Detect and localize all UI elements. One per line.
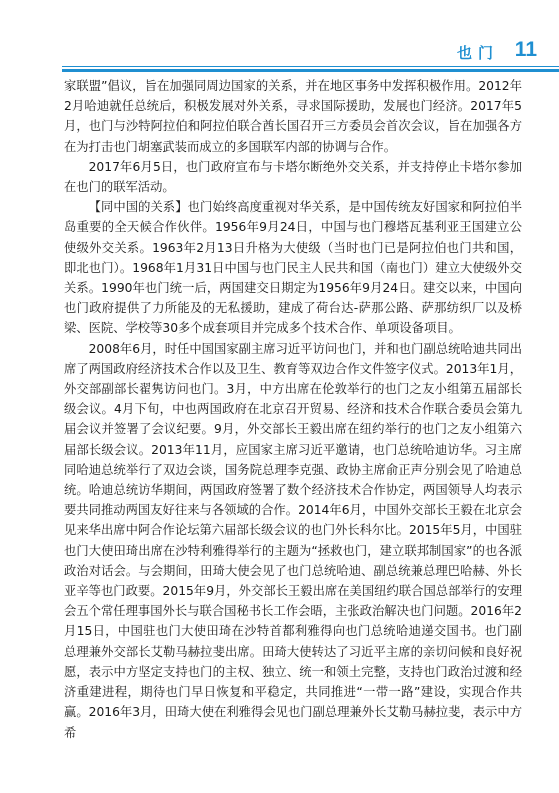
paragraph: 【同中国的关系】也门始终高度重视对华关系，是中国传统友好国家和阿拉伯半岛重要的全天候合作伙伴。1956年9月24日，中国与也门穆塔瓦基利亚王国建立公使级外交关系。1963年2月13日升格为大使级（当时也门已是阿拉伯也门共和国，即北也门）。1968年1月31日中国与也门民主人民共和国（南也门）建立大使级外交关系。1990年也门统一后，两国建交日期定为1956年9月24日。建交以来，中国向也门政府提供了力所能及的无私援助，建成了荷台达-萨那公路、萨那纺织厂以及桥梁、医院、学校等30多个成套项目并完成多个技术合作、单项设备项目。 — [64, 200, 522, 336]
header-rule — [62, 66, 559, 72]
header-rule-thin — [62, 66, 559, 67]
body-text — [64, 76, 522, 743]
paragraph: 2008年6月，时任中国国家副主席习近平访问也门，并和也门副总统哈迪共同出席了两国政府经济技术合作以及卫生、教育等双边合作文件签字仪式。2013年1月，外交部副部长翟隽访问也门。3月，中方出席在伦敦举行的也门之友小组第五届部长级会议。4月下旬，中也两国政府在北京召开贸易、经济和技术合作联合委员会第九届会议并签署了会议纪要。9月，外交部长王毅出席在纽约举行的也门之友小组第六届部长级会议。2013年11月，应国家主席习近平邀请，也门总统哈迪访华。习主席同哈迪总统举行了双边会谈，国务院总理李克强、政协主席俞正声分别会见了哈迪总统。哈迪总统访华期间，两国政府签署了数个经济技术合作协定，两国领导人均表示要共同推动两国友好往来与各领域的合作。2014年6月，中国外交部长王毅在北京会见来华出席中阿合作论坛第六届部长级会议的也门外长科尔比。2015年5月，中国驻也门大使田琦出席在沙特利雅得举行的主题为“拯救也门，建立联邦制国家”的也各派政治对话会。与会期间，田琦大使会见了也门总统哈迪、副总统兼总理巴哈赫、外长亚辛等也门政要。2015年9月，外交部长王毅出席在美国纽约联合国总部举行的安理会五个常任理事国外长与联合国秘书长工作会晤，主张政治解决也门问题。2016年2月15日，中国驻也门大使田琦在沙特首都利雅得向也门总统哈迪递交国书。也门副总理兼外交部长艾勒马赫拉斐出席。田琦大使转达了习近平主席的亲切问候和良好祝愿，表示中方坚定支持也门的主权、独立、统一和领土完整，支持也门政治过渡和经济重建进程，期待也门早日恢复和平稳定，共同推进“一带一路”建设，实现合作共赢。2016年3月，田琦大使在利雅得会见也门副总理兼外长艾勒马赫拉斐，表示中方希 — [64, 341, 522, 740]
page-number: 11 — [514, 38, 537, 61]
paragraph: 家联盟”倡议，旨在加强同周边国家的关系，并在地区事务中发挥积极作用。2012年2月哈迪就任总统后，积极发展对外关系，寻求国际援助，发展也门经济。2017年5月，也门与沙特阿拉伯和阿拉伯联合酋长国召开三方委员会首次会议，旨在加强各方在为打击也门胡塞武装而成立的多国联军内部的协调与合作。 — [64, 79, 522, 154]
paragraph: 2017年6月5日，也门政府宣布与卡塔尔断绝外交关系，并支持停止卡塔尔参加在也门的联军活动。 — [64, 159, 522, 195]
section-title: 也门 — [456, 44, 499, 62]
header-rule-thick — [62, 69, 559, 72]
